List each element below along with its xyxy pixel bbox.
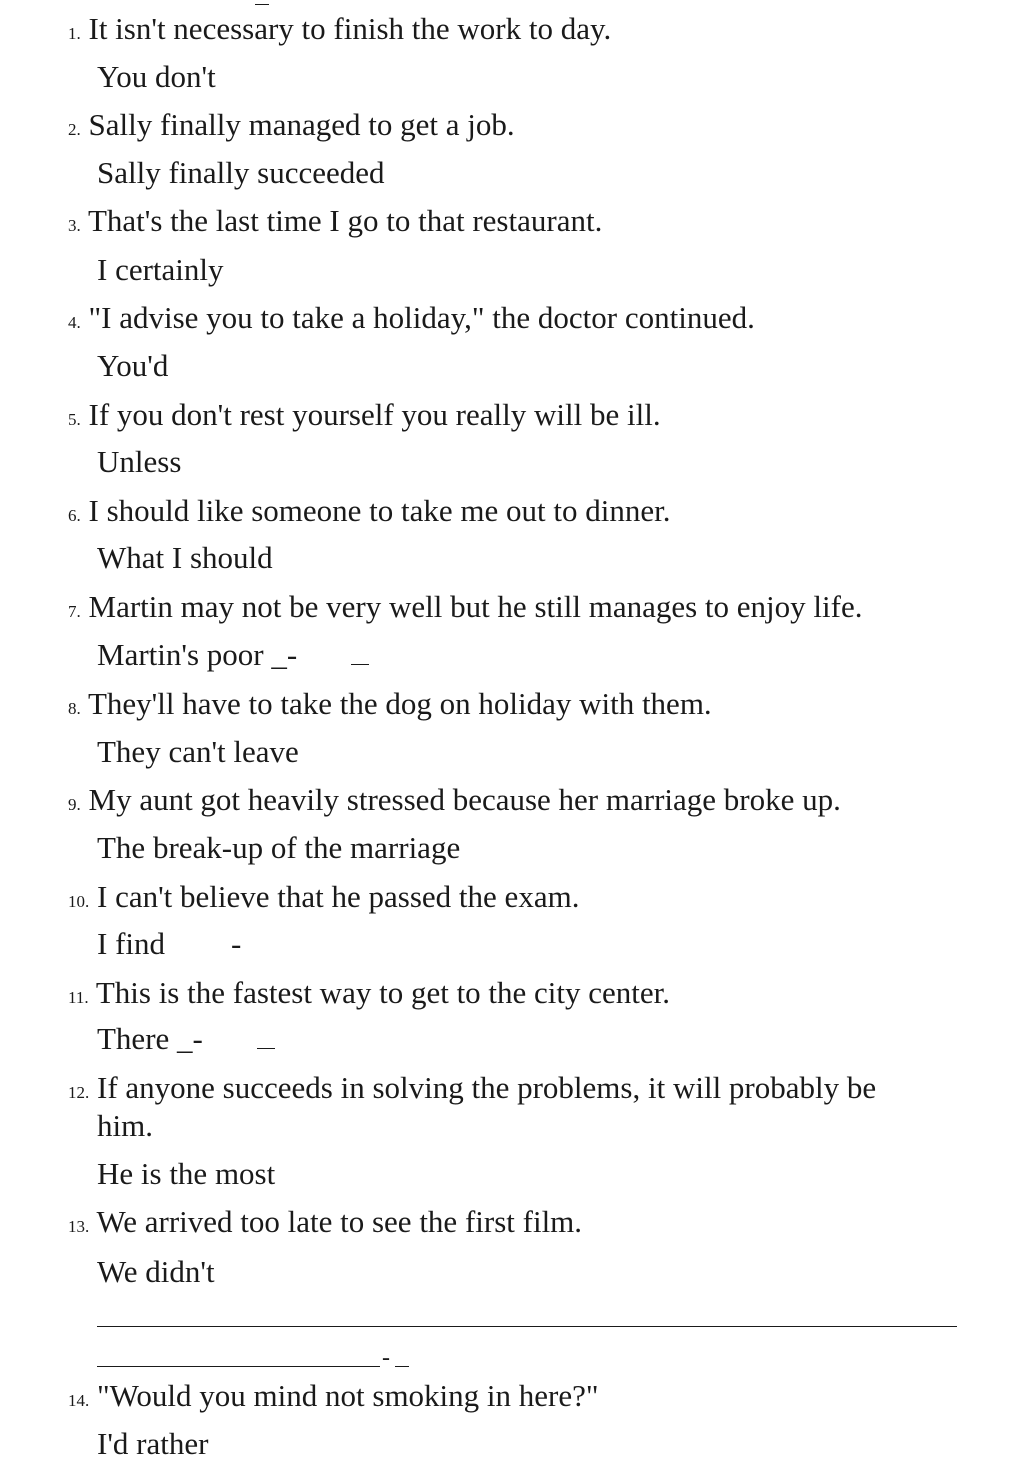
question-line	[68, 106, 968, 149]
answer-prompt	[97, 1020, 275, 1058]
question-sentence: "I advise you to take a holiday," the doctor continued.	[88, 300, 755, 335]
question-sentence: It isn't necessary to finish the work to day.	[88, 11, 612, 46]
answer-prompt: He is the most	[97, 1156, 276, 1191]
question-sentence: Sally finally managed to get a job.	[88, 107, 515, 142]
answer-prompt: You don't	[97, 59, 216, 94]
question-sentence: If you don't rest yourself you really will be ill.	[88, 397, 661, 432]
prompt-tail: _-	[271, 637, 298, 672]
prompt-tail: -	[231, 926, 242, 961]
question-line	[68, 396, 968, 439]
answer-prompt	[97, 925, 241, 963]
answer-prompt: They can't leave	[97, 734, 299, 769]
question-line	[68, 1203, 968, 1246]
question-line	[68, 588, 968, 631]
answer-line-tail: -	[382, 1345, 390, 1371]
question-sentence: We arrived too late to see the first film.	[96, 1204, 583, 1239]
item-number: 2.	[68, 120, 81, 139]
answer-line[interactable]	[97, 1366, 380, 1367]
question-line	[68, 492, 968, 535]
question-line	[68, 202, 968, 245]
question-line	[68, 1377, 968, 1420]
question-sentence: They'll have to take the dog on holiday with them.	[87, 686, 712, 721]
answer-prompt: You'd	[97, 348, 169, 383]
answer-blank[interactable]	[257, 1048, 275, 1049]
item-number: 7.	[68, 602, 81, 621]
question-line	[68, 685, 968, 728]
item-number: 3.	[68, 216, 81, 235]
question-sentence: "Would you mind not smoking in here?"	[97, 1378, 599, 1413]
question-sentence: My aunt got heavily stressed because her marriage broke up.	[88, 782, 841, 817]
answer-prompt	[97, 636, 369, 674]
question-sentence: That's the last time I go to that restaurant.	[87, 203, 603, 238]
item-number: 6.	[68, 506, 81, 525]
answer-line[interactable]	[97, 1326, 957, 1327]
answer-prompt: Unless	[97, 444, 182, 479]
question-line	[68, 10, 968, 53]
question-line	[68, 974, 968, 1017]
item-number: 10.	[68, 892, 90, 911]
item-number: 11.	[68, 988, 89, 1007]
answer-prompt: I certainly	[97, 252, 224, 287]
answer-prompt: We didn't	[97, 1254, 215, 1289]
item-number: 4.	[68, 313, 81, 332]
question-sentence-continued: him.	[97, 1108, 153, 1143]
item-number: 1.	[68, 24, 81, 43]
question-sentence: I should like someone to take me out to dinner.	[88, 493, 671, 528]
question-line	[68, 299, 968, 342]
question-line	[68, 781, 968, 824]
answer-prompt: What I should	[97, 540, 273, 575]
prompt-tail: _-	[177, 1021, 203, 1056]
prompt-text: There	[97, 1021, 170, 1056]
question-sentence: This is the fastest way to get to the city center.	[95, 975, 671, 1010]
answer-prompt: Sally finally succeeded	[97, 155, 385, 190]
question-sentence: If anyone succeeds in solving the problems, it will probably be	[97, 1070, 877, 1105]
prompt-text: Martin's poor	[97, 637, 264, 672]
cropped-line-fragment	[255, 0, 269, 5]
answer-line-end[interactable]	[395, 1366, 409, 1367]
prompt-text: I find	[97, 926, 166, 961]
answer-prompt: The break-up of the marriage	[97, 830, 461, 865]
item-number: 14.	[68, 1391, 90, 1410]
question-sentence: I can't believe that he passed the exam.	[97, 879, 580, 914]
item-number: 12.	[68, 1083, 90, 1102]
answer-blank[interactable]	[351, 664, 369, 665]
item-number: 8.	[68, 699, 81, 718]
answer-prompt: I'd rather	[97, 1426, 209, 1461]
question-line	[68, 878, 968, 921]
item-number: 13.	[68, 1217, 90, 1236]
question-line	[68, 1069, 968, 1112]
item-number: 9.	[68, 795, 81, 814]
item-number: 5.	[68, 410, 81, 429]
question-sentence: Martin may not be very well but he still manages to enjoy life.	[88, 589, 863, 624]
